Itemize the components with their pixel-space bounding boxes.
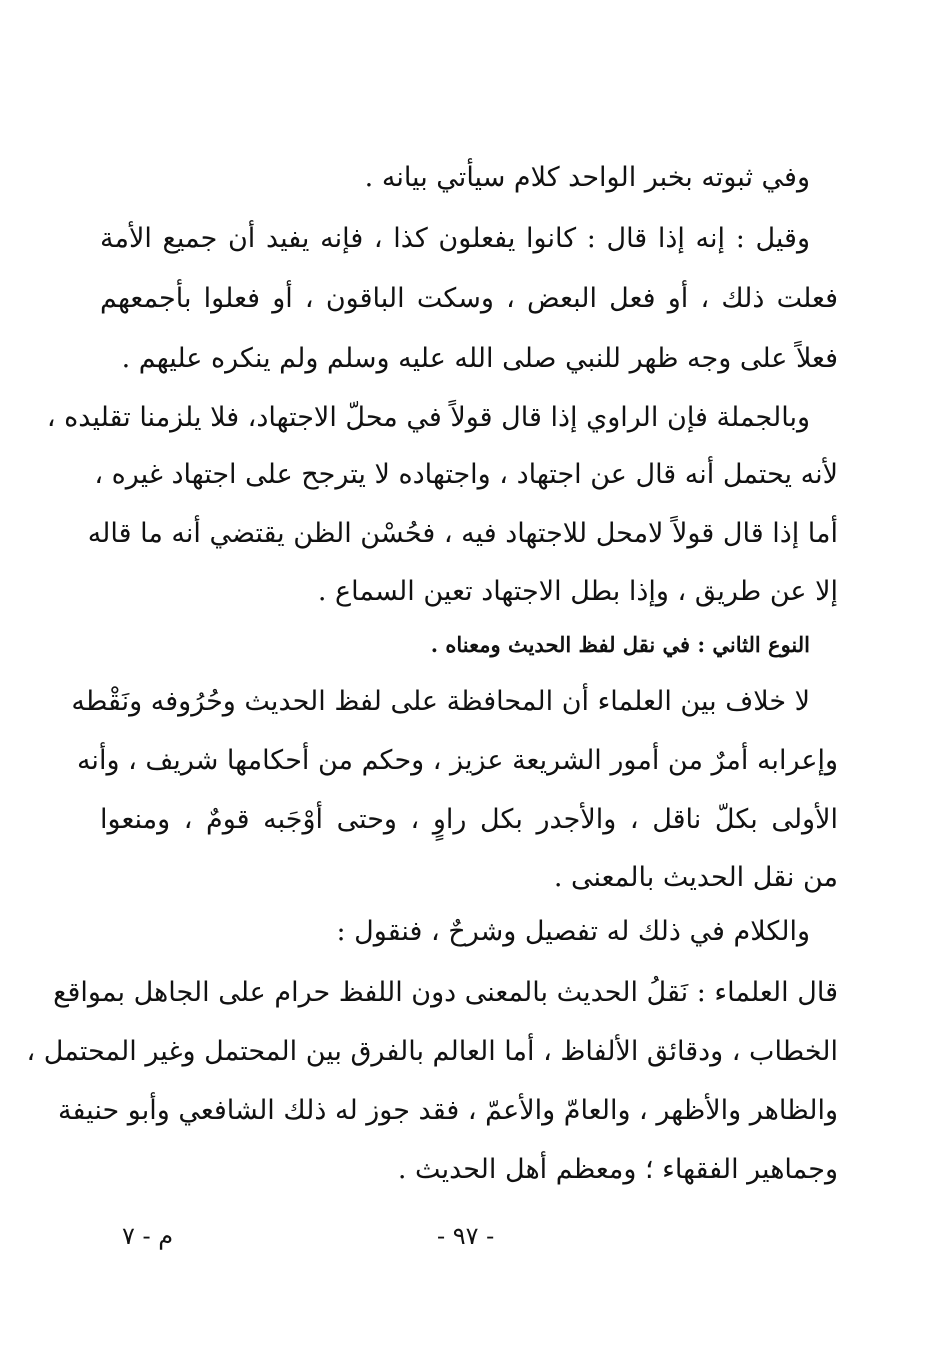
text-line: الخطاب ، ودقائق الألفاظ ، أما العالم بالفرق بين المحتمل وغير المحتمل ، — [26, 1036, 838, 1067]
signature-mark: م - ٧ — [122, 1222, 174, 1250]
text-line: الأولى بكلّ ناقل ، والأجدر بكل راوٍ ، وحتى أوْجَبه قومٌ ، ومنعوا — [100, 804, 838, 835]
text-line: فعلاً على وجه ظهر للنبي صلى الله عليه وسلم ولم ينكره عليهم . — [121, 343, 838, 374]
text-line: وفي ثبوته بخبر الواحد كلام سيأتي بيانه . — [364, 162, 810, 193]
text-line: وجماهير الفقهاء ؛ ومعظم أهل الحديث . — [397, 1154, 838, 1185]
text-line: وبالجملة فإن الراوي إذا قال قولاً في محلّ الاجتهاد، فلا يلزمنا تقليده ، — [46, 402, 810, 433]
section-heading: النوع الثاني : في نقل لفظ الحديث ومعناه . — [430, 632, 810, 657]
text-line: فعلت ذلك ، أو فعل البعض ، وسكت الباقون ، أو فعلوا بأجمعهم — [100, 283, 838, 314]
text-line: من نقل الحديث بالمعنى . — [553, 862, 838, 893]
page-number: - ٩٧ - — [437, 1222, 495, 1250]
text-line: إلا عن طريق ، وإذا بطل الاجتهاد تعين السماع . — [317, 576, 838, 607]
text-line: والظاهر والأظهر ، والعامّ والأعمّ ، فقد جوز له ذلك الشافعي وأبو حنيفة — [58, 1095, 838, 1126]
text-line: لا خلاف بين العلماء أن المحافظة على لفظ الحديث وحُرُوفه ونَقْطه — [71, 686, 810, 717]
text-line: والكلام في ذلك له تفصيل وشرحٌ ، فنقول : — [336, 916, 810, 947]
text-line: لأنه يحتمل أنه قال عن اجتهاد ، واجتهاده لا يترجح على اجتهاد غيره ، — [94, 459, 838, 490]
text-line: وقيل : إنه إذا قال : كانوا يفعلون كذا ، فإنه يفيد أن جميع الأمة — [100, 223, 810, 254]
text-line: أما إذا قال قولاً لامحل للاجتهاد فيه ، فحُسْن الظن يقتضي أنه ما قاله — [87, 518, 838, 549]
text-line: قال العلماء : نَقلُ الحديث بالمعنى دون اللفظ حرام على الجاهل بمواقع — [53, 977, 838, 1008]
text-line: وإعرابه أمرٌ من أمور الشريعة عزيز ، وحكم من أحكامها شريف ، وأنه — [76, 745, 838, 776]
